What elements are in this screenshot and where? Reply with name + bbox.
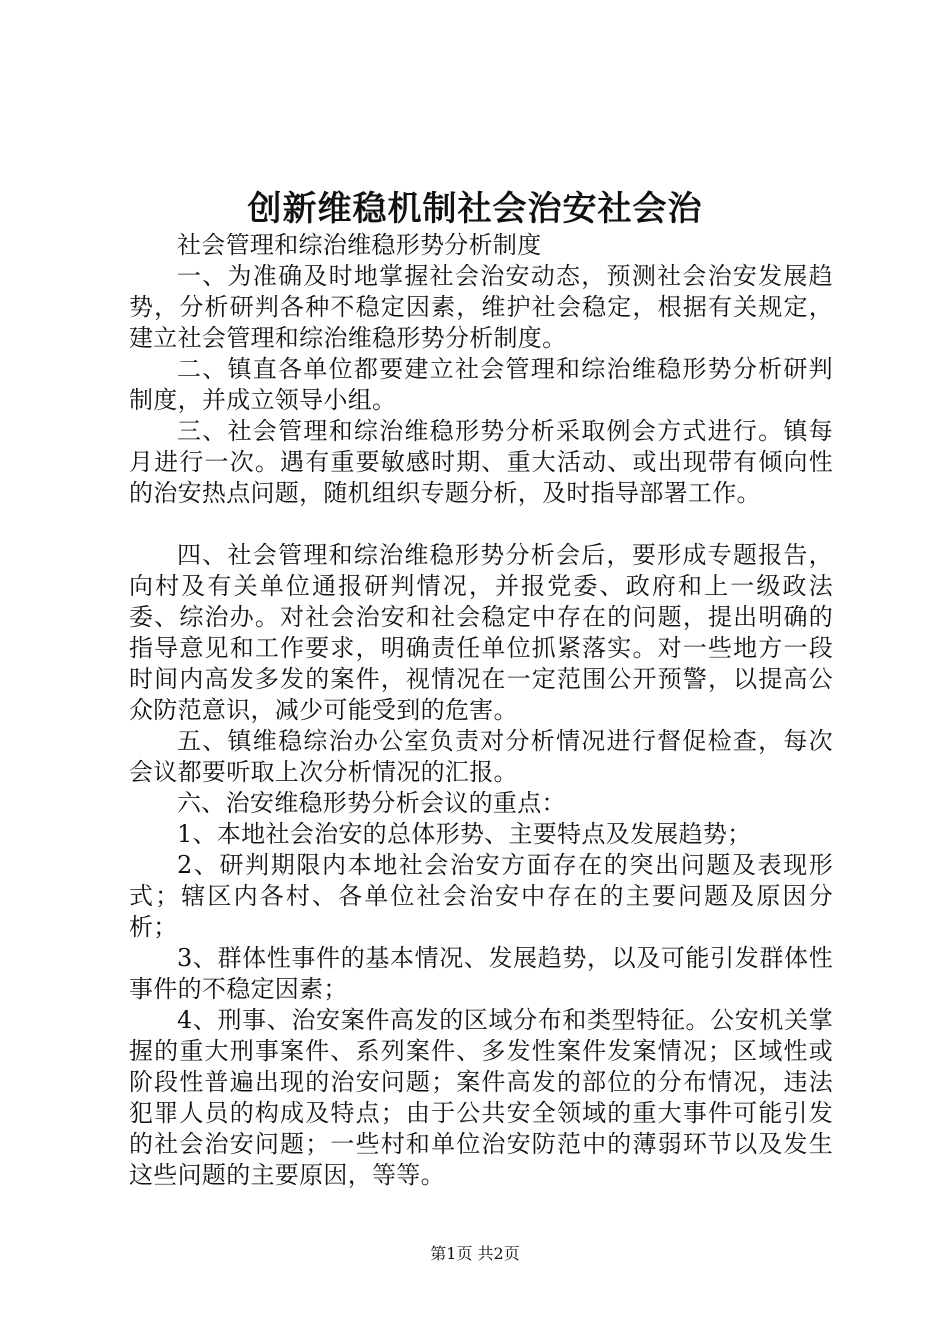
list-item-1: 1、本地社会治安的总体形势、主要特点及发展趋势； <box>177 820 752 848</box>
paragraph-4: 四、社会管理和综治维稳形势分析会后，要形成专题报告，向村及有关单位通报研判情况，并报党委、政府和上一级政法委、综治办。对社会治安和社会稳定中存在的问题，提出明确的指导意见和工作要求，明确责任单位抓紧落实。对一些地方一段时间内高发多发的案件，视情况在一定范围公开预警，以提高公众防范意识，减少可能受到的危害。 <box>129 541 833 724</box>
list-item-2: 2、研判期限内本地社会治安方面存在的突出问题及表现形式；辖区内各村、各单位社会治安中存在的主要问题及原因分析； <box>129 851 833 941</box>
paragraph-3: 三、社会管理和综治维稳形势分析采取例会方式进行。镇每月进行一次。遇有重要敏感时期、重大活动、或出现带有倾向性的治安热点问题，随机组织专题分析，及时指导部署工作。 <box>129 417 833 507</box>
paragraph-5: 五、镇维稳综治办公室负责对分析情况进行督促检查，每次会议都要听取上次分析情况的汇报。 <box>129 727 833 786</box>
list-item-3: 3、群体性事件的基本情况、发展趋势，以及可能引发群体性事件的不稳定因素； <box>129 944 833 1003</box>
page-number-footer: 第1页 共2页 <box>430 1244 520 1263</box>
document-body <box>129 230 833 1191</box>
paragraph-2: 二、镇直各单位都要建立社会管理和综治维稳形势分析研判制度，并成立领导小组。 <box>129 355 833 414</box>
list-item-4: 4、刑事、治安案件高发的区域分布和类型特征。公安机关掌握的重大刑事案件、系列案件、多发性案件发案情况；区域性或阶段性普遍出现的治安问题；案件高发的部位的分布情况，违法犯罪人员的构成及特点；由于公共安全领域的重大事件可能引发的社会治安问题；一些村和单位治安防范中的薄弱环节以及发生这些问题的主要原因，等等。 <box>129 1006 833 1189</box>
paragraph-6: 六、治安维稳形势分析会议的重点： <box>177 789 566 817</box>
document-title: 创新维稳机制社会治安社会治 <box>247 189 703 229</box>
section-heading: 社会管理和综治维稳形势分析制度 <box>177 231 542 259</box>
paragraph-1: 一、为准确及时地掌握社会治安动态，预测社会治安发展趋势，分析研判各种不稳定因素，维护社会稳定，根据有关规定，建立社会管理和综治维稳形势分析制度。 <box>129 262 833 352</box>
